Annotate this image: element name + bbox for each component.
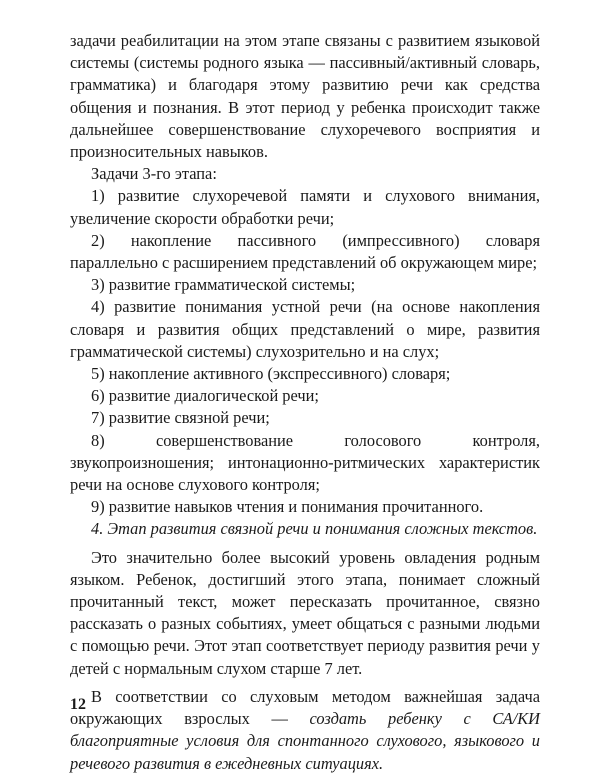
tasks-heading: Задачи 3-го этапа: [91,164,217,184]
list-item: 3) развитие грамматической системы; [91,275,356,295]
list-item: 7) развитие связной речи; [91,408,270,428]
final-paragraph [70,686,540,775]
final-paragraph-lead: В соответствии со слуховым методом важнейшая задача окружающих взрослых — [70,686,540,729]
page-body [70,30,540,775]
list-item: 9) развитие навыков чтения и понимания прочитанного. [91,497,484,517]
list-item: 5) накопление активного (экспрессивного) словаря; [91,364,451,384]
list-item: 2) накопление пассивного (импрессивного) словаря параллельно с расширением представлений об окружающем мире; [70,230,540,273]
list-item: 6) развитие диалогической речи; [91,386,319,406]
stage-heading: 4. Этап развития связной речи и понимания сложных текстов. [91,519,538,539]
list-item: 8) совершенствование голосового контроля, звукопроизношения; интонационно-ритмических характеристик речи на основе слухового контроля; [70,430,540,495]
final-paragraph-emphasis: создать ребенку с СА/КИ благоприятные условия для спонтанного слухового, языкового и речевого развития в ежедневных ситуациях. [70,709,540,773]
list-item: 4) развитие понимания устной речи (на основе накопления словаря и развития общих представлений о мире, развития грамматической системы) слухозрительно и на слух; [70,297,540,361]
page-number: 12 [70,696,86,713]
list-item: 1) развитие слухоречевой памяти и слухового внимания, увеличение скорости обработки речи; [70,186,540,228]
paragraph: Это значительно более высокий уровень овладения родным языком. Ребенок, достигший этого этапа, понимает сложный прочитанный текст, может пересказать прочитанное, связно рассказать о разных событиях, умеет общаться с разными людьми с помощью речи. Этот этап соответствует периоду развития речи у детей с нормальным слухом старше 7 лет. [70,547,540,678]
paragraph: задачи реабилитации на этом этапе связаны с развитием языковой системы (системы родного языка — пассивный/активный словарь, грамматика) и благодаря этому развитию речи как средства общения и познания. В этот период у ребенка происходит также дальнейшее совершенствование слухоречевого восприятия и произносительных навыков. [70,31,540,162]
